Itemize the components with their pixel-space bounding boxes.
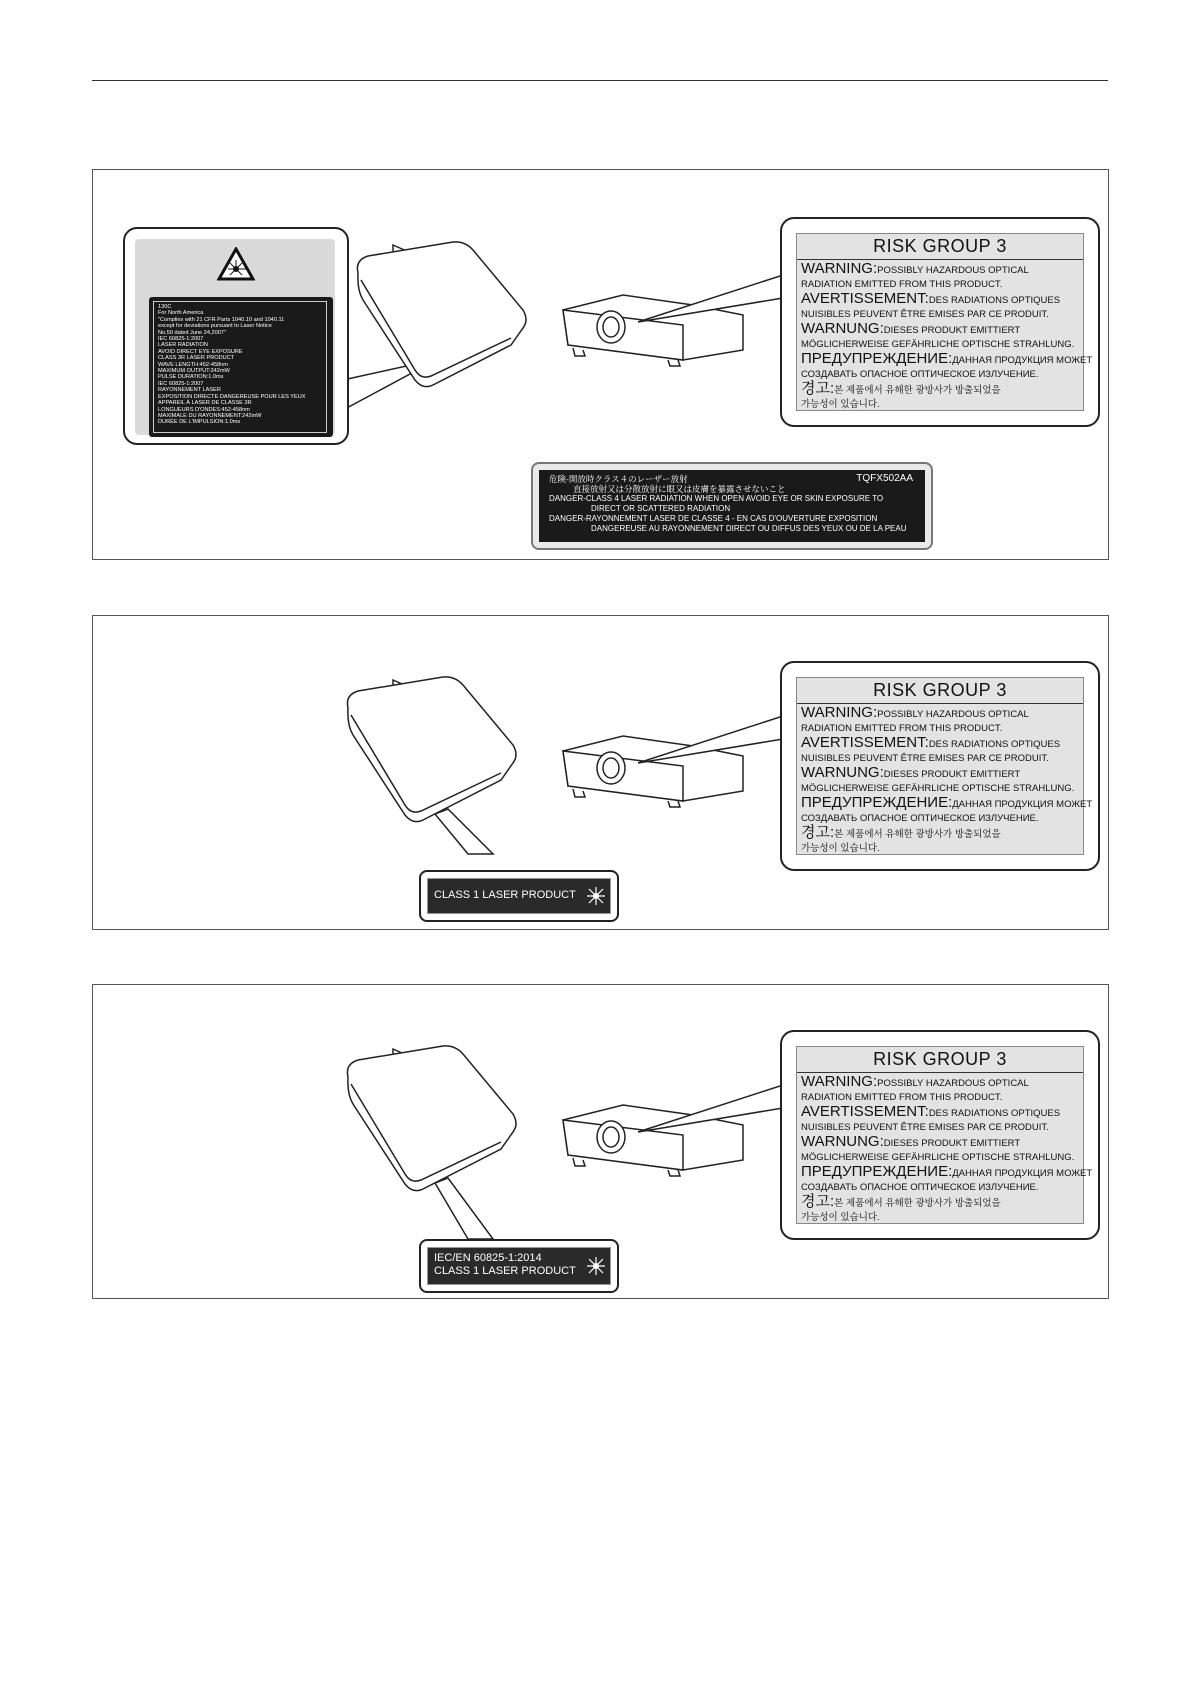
ko-line2: 가능성이 있습니다. (801, 399, 880, 410)
de-head: WARNUNG: (801, 764, 884, 781)
fr-text: DES RADIATIONS OPTIQUES (928, 739, 1061, 750)
ru-line2: СОЗДАВАТЬ ОПАСНОЕ ОПТИЧЕСКОЕ ИЗЛУЧЕНИЕ. (801, 813, 1039, 824)
risk-group-title: RISK GROUP 3 (797, 1047, 1083, 1073)
ru-line2: СОЗДАВАТЬ ОПАСНОЕ ОПТИЧЕСКОЕ ИЗЛУЧЕНИЕ. (801, 1182, 1039, 1193)
ko-line2: 가능성이 있습니다. (801, 1212, 880, 1223)
de-head: WARNUNG: (801, 1133, 884, 1150)
danger-fr-line1: DANGER-RAYONNEMENT LASER DE CLASSE 4 - EN CAS D'OUVERTURE EXPOSITION (549, 514, 878, 523)
risk-group-title: RISK GROUP 3 (797, 678, 1083, 704)
laser-starburst-icon (586, 886, 606, 906)
ko-text: 본 제품에서 유해한 광방사가 방출되었을 (834, 1198, 1001, 1209)
panel-class1-iec (92, 984, 1109, 1299)
class1-iec-line2: CLASS 1 LASER PRODUCT (434, 1265, 576, 1277)
light-module-illustration (357, 242, 526, 387)
ko-text: 본 제품에서 유해한 광방사가 방출되었을 (834, 829, 1001, 840)
laser-warning-text: 130C For North America "Complies with 21 CFR Parts 1040.10 and 1040.11 except for deviations pursuant to Laser Notice No.50 dated June 24,2007" IEC 60825-1:2007 LASER RADIATION AVOID DIRECT EYE EXPOSURE CLASS 3R LASER PRODUCT WAVE LENGTH:452-458nm MAXIMUM OUTPUT:242mW PULSE DURATION:1.0ms IEC 60825-1:2007 RAYONNEMENT LASER EXPOSITION DIRECTE DANGEREUSE POUR LES YEUX APPAREIL À LASER DE CLASSE 3R LONGUEURS D'ONDES:452-458nm MAXIMALE DU RAYONNEMENT:242mW DURÉE DE L'IMPULSION:1.0ms (153, 301, 327, 433)
de-text: DIESES PRODUKT EMITTIERT (883, 1138, 1021, 1149)
class1-iec-line1: IEC/EN 60825-1:2014 (434, 1252, 542, 1264)
light-module-illustration (347, 677, 516, 822)
ko-head: 경고: (801, 380, 835, 397)
danger-jp-line2: 直接放射又は分散放射に眼又は皮膚を暴露させないこと (573, 484, 786, 494)
warning-text: POSSIBLY HAZARDOUS OPTICAL (877, 1078, 1029, 1089)
warning-head: WARNING: (801, 1073, 878, 1090)
danger-fr-line2: DANGEREUSE AU RAYONNEMENT DIRECT OU DIFFUS DES YEUX OU DE LA PEAU (591, 524, 907, 533)
fr-head: AVERTISSEMENT: (801, 734, 929, 751)
de-text: DIESES PRODUKT EMITTIERT (883, 325, 1021, 336)
ko-head: 경고: (801, 824, 835, 841)
risk-group-label (780, 217, 1100, 427)
ru-head: ПРЕДУПРЕЖДЕНИЕ: (801, 794, 953, 811)
class3r-laser-warning-label (123, 227, 349, 445)
ko-text: 본 제품에서 유해한 광방사가 방출되었을 (834, 385, 1001, 396)
danger-en-line1: DANGER-CLASS 4 LASER RADIATION WHEN OPEN AVOID EYE OR SKIN EXPOSURE TO (549, 494, 884, 503)
warning-text: POSSIBLY HAZARDOUS OPTICAL (877, 265, 1029, 276)
class1-label-text: CLASS 1 LASER PRODUCT (434, 889, 576, 901)
warning-line2: RADIATION EMITTED FROM THIS PRODUCT. (801, 279, 1003, 290)
class4-danger-label (531, 462, 933, 550)
laser-hazard-icon (217, 247, 255, 281)
top-rule (92, 80, 1108, 81)
panel-class3r (92, 169, 1109, 560)
laser-starburst-icon (586, 1256, 606, 1276)
danger-label-code: TQFX502AA (856, 473, 913, 484)
class1-iec-laser-label (419, 1239, 619, 1293)
warning-line2: RADIATION EMITTED FROM THIS PRODUCT. (801, 723, 1003, 734)
risk-group-label (780, 1030, 1100, 1240)
light-module-illustration (347, 1046, 516, 1191)
panel-class1 (92, 615, 1109, 930)
ko-line2: 가능성이 있습니다. (801, 843, 880, 854)
warning-head: WARNING: (801, 704, 878, 721)
risk-group-title: RISK GROUP 3 (797, 234, 1083, 260)
fr-line2: NUISIBLES PEUVENT ÊTRE EMISES PAR CE PRODUIT. (801, 1122, 1049, 1133)
fr-head: AVERTISSEMENT: (801, 290, 929, 307)
warning-head: WARNING: (801, 260, 878, 277)
warning-line2: RADIATION EMITTED FROM THIS PRODUCT. (801, 1092, 1003, 1103)
fr-text: DES RADIATIONS OPTIQUES (928, 1108, 1061, 1119)
de-text: DIESES PRODUKT EMITTIERT (883, 769, 1021, 780)
ru-head: ПРЕДУПРЕЖДЕНИЕ: (801, 350, 953, 367)
ko-head: 경고: (801, 1193, 835, 1210)
warning-text: POSSIBLY HAZARDOUS OPTICAL (877, 709, 1029, 720)
de-line2: MÖGLICHERWEISE GEFÄHRLICHE OPTISCHE STRAHLUNG. (801, 339, 1075, 350)
ru-line2: СОЗДАВАТЬ ОПАСНОЕ ОПТИЧЕСКОЕ ИЗЛУЧЕНИЕ. (801, 369, 1039, 380)
risk-group-label (780, 661, 1100, 871)
fr-line2: NUISIBLES PEUVENT ÊTRE EMISES PAR CE PRODUIT. (801, 309, 1049, 320)
class1-label-callout (435, 809, 493, 854)
danger-en-line2: DIRECT OR SCATTERED RADIATION (591, 504, 731, 513)
danger-jp-line1: 危険-開放時クラス４のレーザー放射 (549, 474, 688, 484)
fr-head: AVERTISSEMENT: (801, 1103, 929, 1120)
class1-laser-label (419, 870, 619, 922)
de-line2: MÖGLICHERWEISE GEFÄHRLICHE OPTISCHE STRAHLUNG. (801, 1152, 1075, 1163)
class1-label-callout (435, 1178, 493, 1239)
ru-head: ПРЕДУПРЕЖДЕНИЕ: (801, 1163, 953, 1180)
fr-text: DES RADIATIONS OPTIQUES (928, 295, 1061, 306)
de-head: WARNUNG: (801, 320, 884, 337)
ru-text: ДАННАЯ ПРОДУКЦИЯ МОЖЕТ (952, 355, 1093, 366)
ru-text: ДАННАЯ ПРОДУКЦИЯ МОЖЕТ (952, 799, 1093, 810)
ru-text: ДАННАЯ ПРОДУКЦИЯ МОЖЕТ (952, 1168, 1093, 1179)
fr-line2: NUISIBLES PEUVENT ÊTRE EMISES PAR CE PRODUIT. (801, 753, 1049, 764)
de-line2: MÖGLICHERWEISE GEFÄHRLICHE OPTISCHE STRAHLUNG. (801, 783, 1075, 794)
